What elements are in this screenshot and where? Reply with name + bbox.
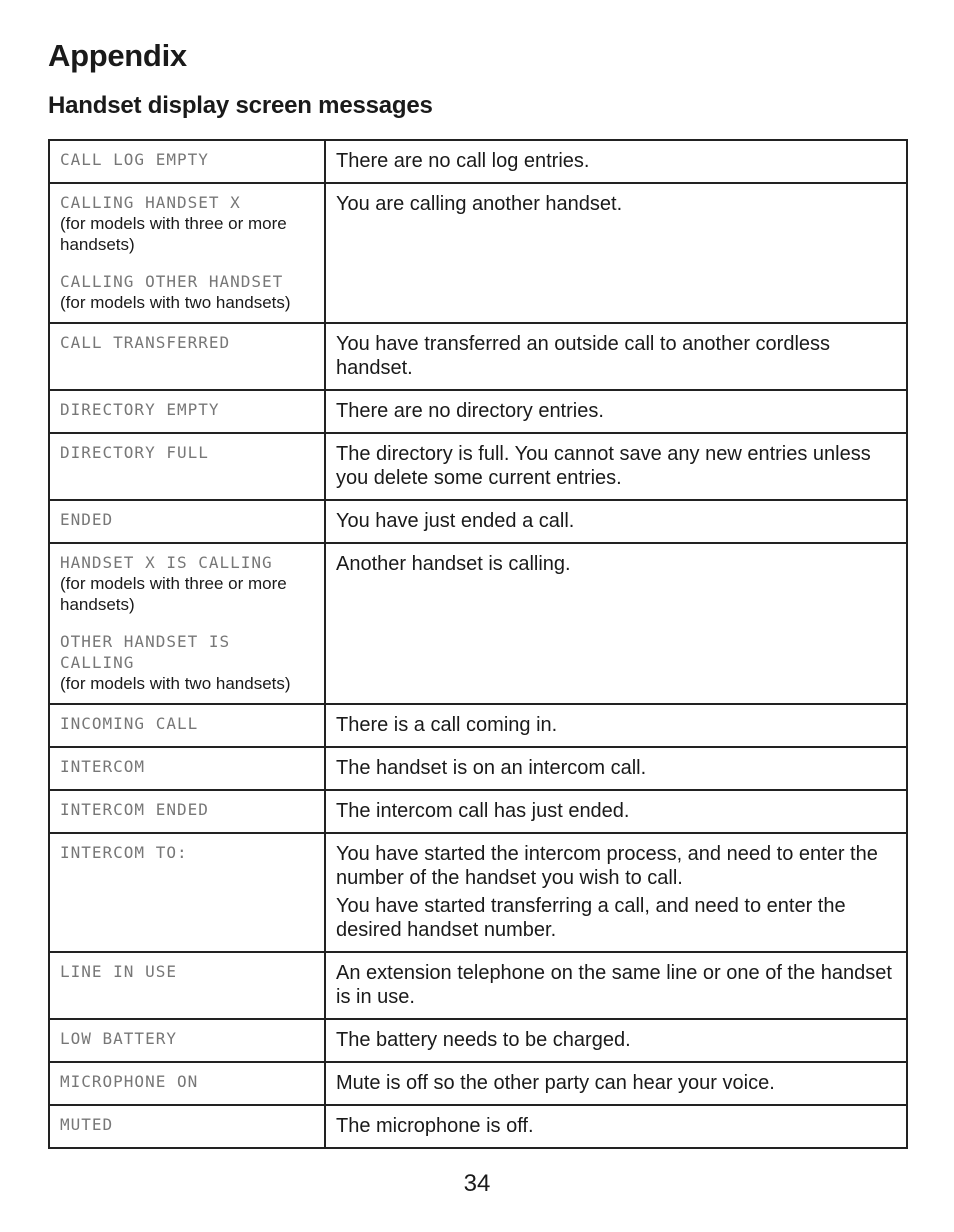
screen-messages-table [48, 139, 908, 1149]
screen-message: MICROPHONE ON [60, 1072, 199, 1091]
message-cell [49, 952, 325, 1019]
screen-message: MUTED [60, 1115, 114, 1134]
message-cell [49, 140, 325, 183]
description-cell [325, 500, 907, 543]
description-cell [325, 433, 907, 500]
description-text: There are no directory entries. [336, 400, 604, 422]
screen-message: CALL TRANSFERRED [60, 333, 231, 352]
description-cell [325, 952, 907, 1019]
description-text: There are no call log entries. [336, 150, 590, 172]
description-cell [325, 543, 907, 704]
description-text: The intercom call has just ended. [336, 800, 630, 822]
section-heading: Handset display screen messages [48, 92, 433, 119]
table-row [49, 704, 907, 747]
screen-message: INTERCOM TO: [60, 843, 188, 862]
screen-message: CALLING HANDSET X [60, 193, 241, 212]
table-row [49, 833, 907, 952]
message-cell [49, 500, 325, 543]
screen-message: CALL LOG EMPTY [60, 150, 209, 169]
page-title: Appendix [48, 38, 187, 73]
description-cell [325, 704, 907, 747]
description-cell [325, 833, 907, 952]
description-text: An extension telephone on the same line or one of the handset is in use. [336, 962, 892, 1008]
message-cell [49, 1019, 325, 1062]
screen-message: INCOMING CALL [60, 714, 199, 733]
screen-message: DIRECTORY EMPTY [60, 400, 220, 419]
model-note: (for models with three or more handsets) [60, 214, 287, 254]
table-row [49, 390, 907, 433]
message-cell [49, 323, 325, 390]
description-text: You are calling another handset. [336, 193, 623, 215]
table-row [49, 140, 907, 183]
screen-message: CALLING OTHER HANDSET [60, 272, 284, 291]
description-cell [325, 790, 907, 833]
message-cell [49, 390, 325, 433]
screen-message: OTHER HANDSET IS CALLING [60, 632, 231, 672]
screen-message: ENDED [60, 510, 114, 529]
table-row [49, 952, 907, 1019]
screen-message: INTERCOM ENDED [60, 800, 209, 819]
description-text: The microphone is off. [336, 1115, 534, 1137]
description-text: There is a call coming in. [336, 714, 558, 736]
message-cell [49, 1062, 325, 1105]
screen-message: DIRECTORY FULL [60, 443, 209, 462]
table-row [49, 500, 907, 543]
table-row [49, 1019, 907, 1062]
message-cell [49, 543, 325, 704]
description-text: You have transferred an outside call to another cordless handset. [336, 333, 831, 379]
screen-message: LINE IN USE [60, 962, 177, 981]
model-note: (for models with two handsets) [60, 293, 291, 312]
screen-message: INTERCOM [60, 757, 146, 776]
message-cell [49, 433, 325, 500]
table-row [49, 543, 907, 704]
description-cell [325, 183, 907, 323]
description-cell [325, 323, 907, 390]
message-cell [49, 1105, 325, 1148]
message-cell [49, 833, 325, 952]
table-row [49, 790, 907, 833]
description-cell [325, 140, 907, 183]
message-cell [49, 183, 325, 323]
message-cell [49, 747, 325, 790]
description-cell [325, 1019, 907, 1062]
screen-message: LOW BATTERY [60, 1029, 177, 1048]
description-cell [325, 390, 907, 433]
table-row [49, 323, 907, 390]
description-text: You have started the intercom process, and need to enter the number of the handset you wish to call. [336, 843, 878, 889]
description-cell [325, 1062, 907, 1105]
description-text: The handset is on an intercom call. [336, 757, 647, 779]
description-text: Another handset is calling. [336, 553, 571, 575]
description-text: You have started transferring a call, and need to enter the desired handset number. [336, 895, 846, 941]
model-note: (for models with two handsets) [60, 674, 291, 693]
description-cell [325, 747, 907, 790]
message-cell [49, 704, 325, 747]
table-row [49, 1062, 907, 1105]
model-note: (for models with three or more handsets) [60, 574, 287, 614]
screen-message: HANDSET X IS CALLING [60, 553, 273, 572]
description-text: The directory is full. You cannot save any new entries unless you delete some current entries. [336, 443, 871, 489]
table-row [49, 433, 907, 500]
message-cell [49, 790, 325, 833]
page-number: 34 [463, 1170, 491, 1197]
description-text: The battery needs to be charged. [336, 1029, 631, 1051]
description-text: You have just ended a call. [336, 510, 575, 532]
table-row [49, 1105, 907, 1148]
table-row [49, 747, 907, 790]
table-row [49, 183, 907, 323]
description-text: Mute is off so the other party can hear your voice. [336, 1072, 775, 1094]
description-cell [325, 1105, 907, 1148]
